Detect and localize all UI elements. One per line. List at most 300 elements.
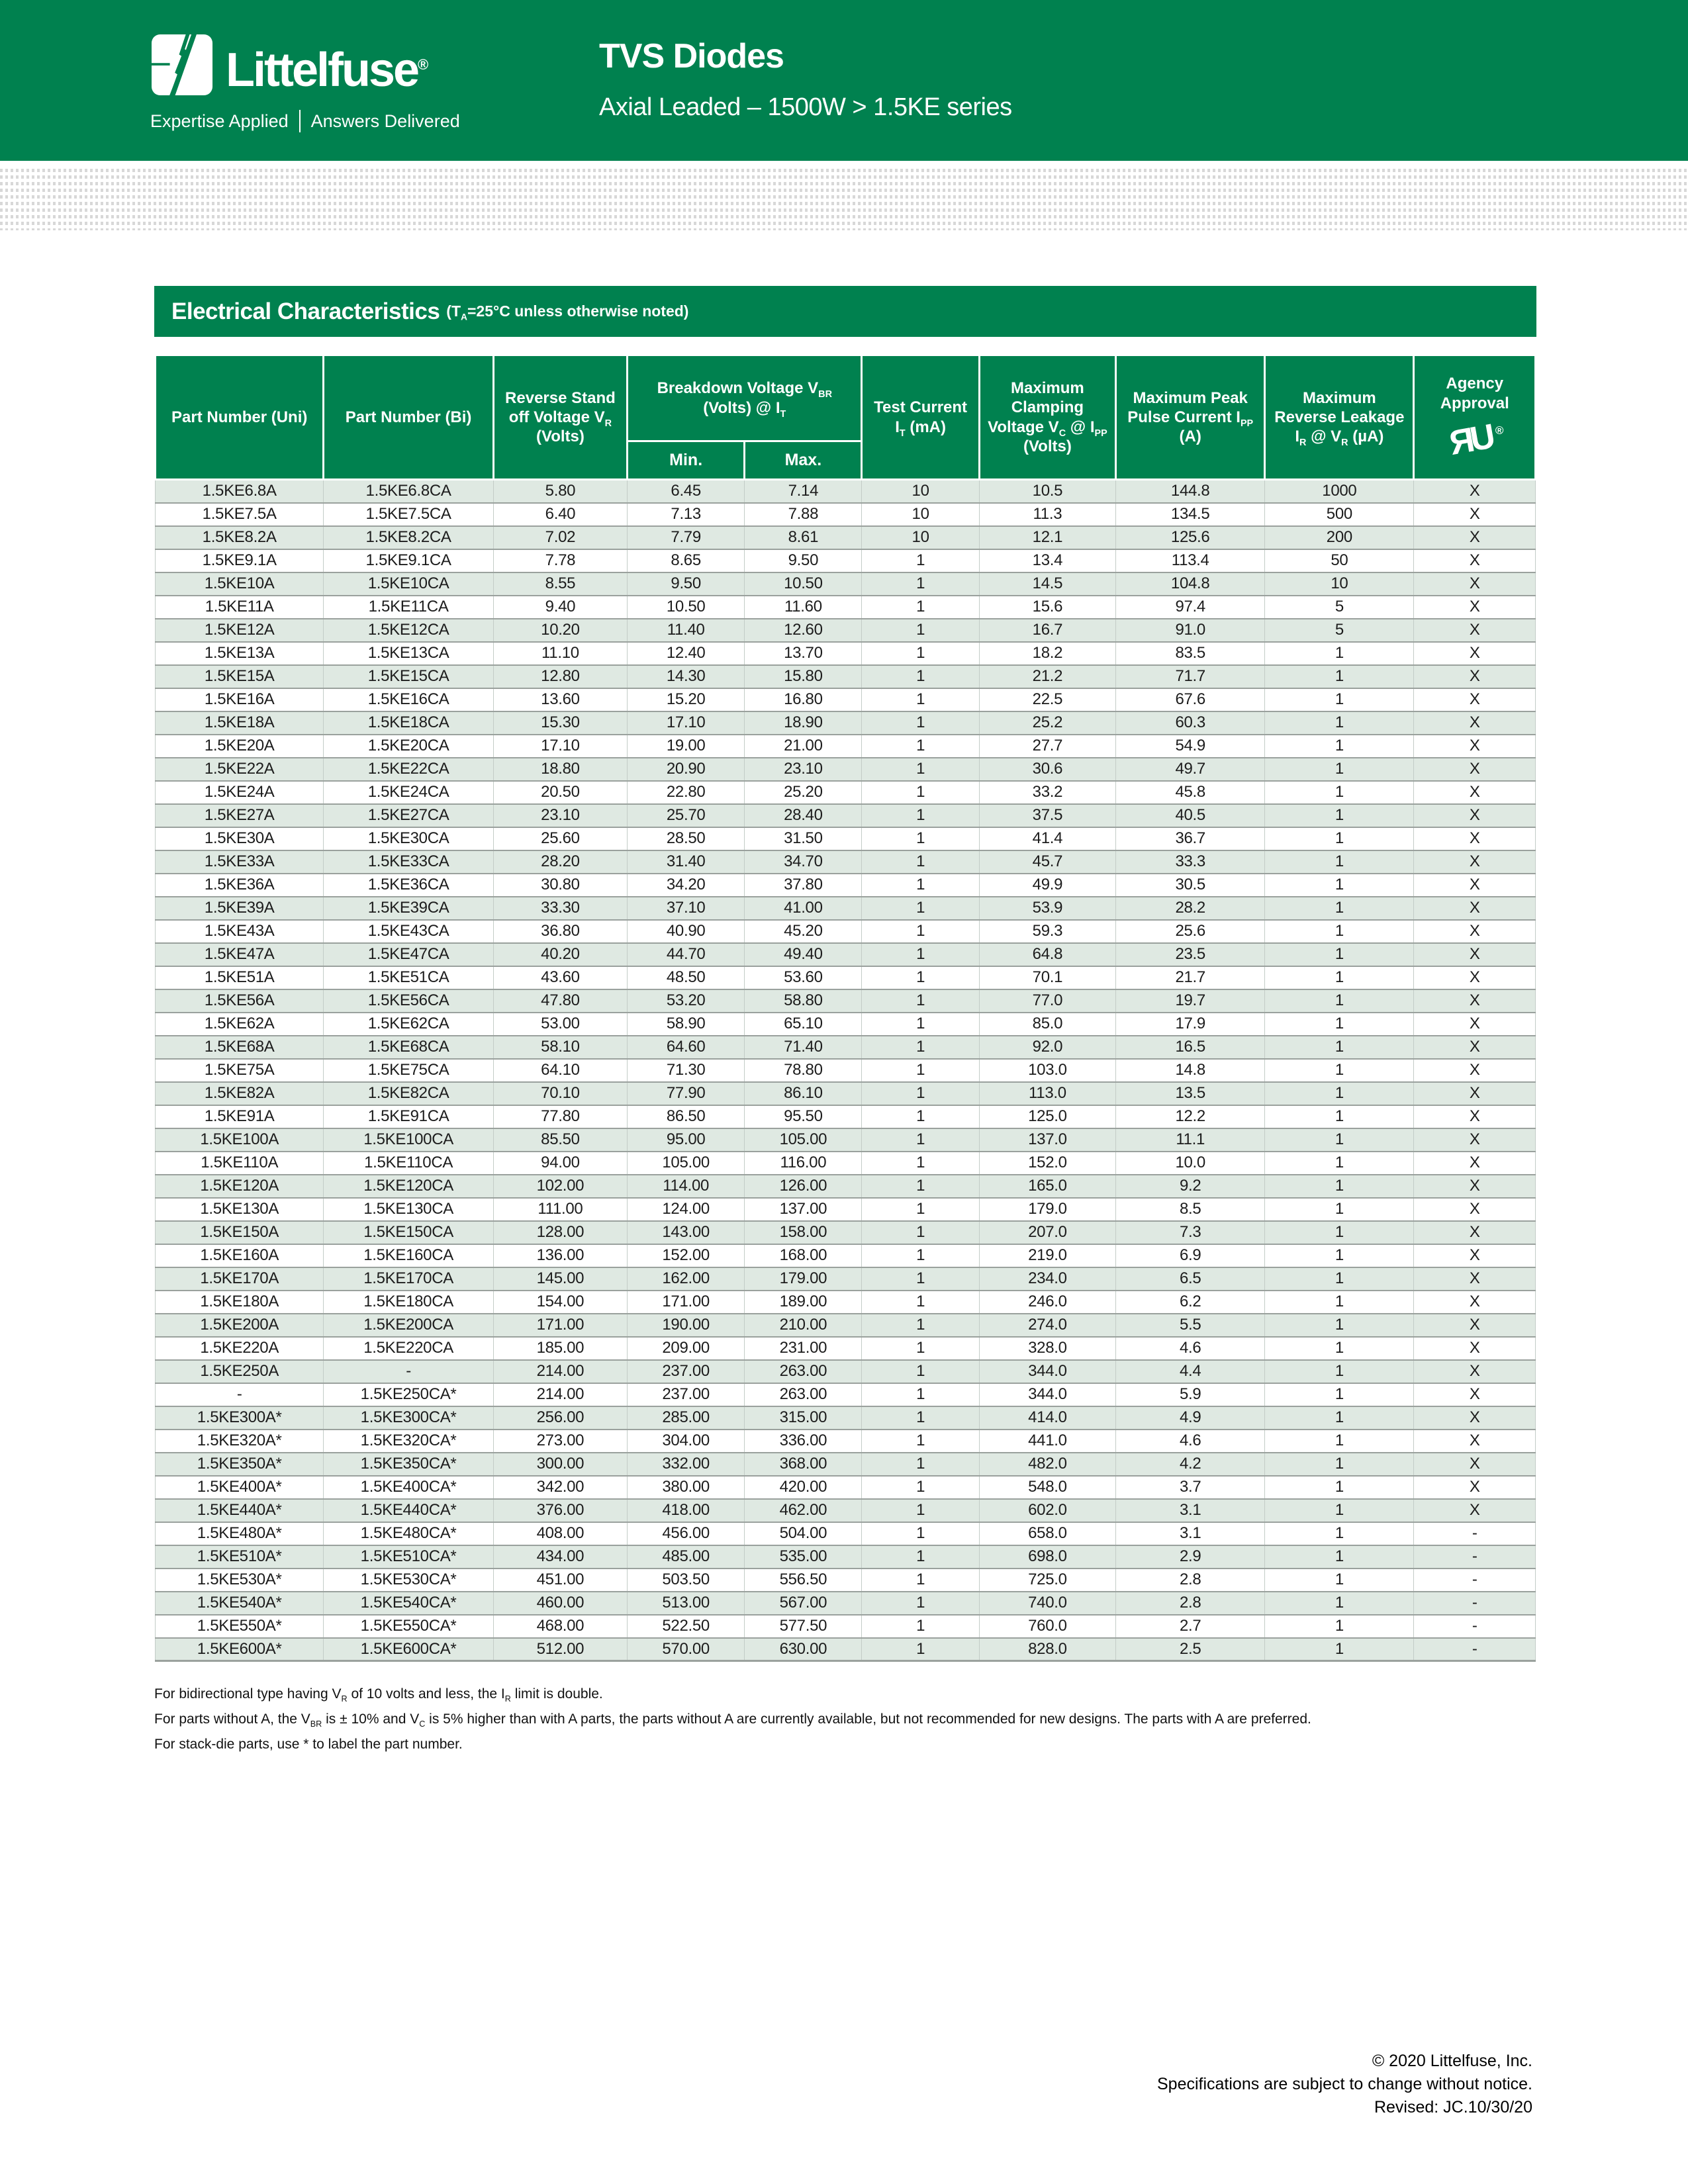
table-cell: 760.0 <box>979 1615 1115 1638</box>
table-cell: X <box>1414 711 1536 735</box>
table-cell: 1.5KE24A <box>156 781 324 804</box>
table-cell: 556.50 <box>745 1569 862 1592</box>
table-cell: 602.0 <box>979 1499 1115 1522</box>
table-cell: 1.5KE8.2CA <box>324 526 493 549</box>
table-row <box>156 1105 1536 1128</box>
table-cell: 256.00 <box>493 1406 627 1430</box>
table-cell: X <box>1414 1152 1536 1175</box>
table-cell: 185.00 <box>493 1337 627 1360</box>
table-cell: 1.5KE15A <box>156 665 324 688</box>
table-cell: 13.70 <box>745 642 862 665</box>
table-cell: 1 <box>862 1383 979 1406</box>
table-cell: 1.5KE91CA <box>324 1105 493 1128</box>
table-cell: 5 <box>1265 596 1414 619</box>
table-cell: 49.7 <box>1116 758 1265 781</box>
table-cell: 1.5KE13A <box>156 642 324 665</box>
table-row <box>156 920 1536 943</box>
table-cell: 1.5KE550CA* <box>324 1615 493 1638</box>
table-cell: 1 <box>1265 920 1414 943</box>
table-cell: 535.00 <box>745 1545 862 1569</box>
table-cell: 1 <box>1265 1244 1414 1267</box>
table-cell: 12.40 <box>628 642 745 665</box>
table-cell: 1.5KE150A <box>156 1221 324 1244</box>
table-cell: 1.5KE9.1CA <box>324 549 493 572</box>
table-cell: 2.8 <box>1116 1569 1265 1592</box>
section-title: Electrical Characteristics <box>171 298 440 324</box>
table-cell: 1.5KE250CA* <box>324 1383 493 1406</box>
table-cell: 1 <box>862 874 979 897</box>
table-cell: 12.1 <box>979 526 1115 549</box>
table-cell: 1 <box>862 1337 979 1360</box>
table-row <box>156 1430 1536 1453</box>
dotted-pattern-band <box>0 167 1688 230</box>
table-cell: 70.1 <box>979 966 1115 989</box>
table-cell: 31.50 <box>745 827 862 850</box>
table-cell: 725.0 <box>979 1569 1115 1592</box>
table-cell: 1.5KE440CA* <box>324 1499 493 1522</box>
table-cell: 21.7 <box>1116 966 1265 989</box>
table-cell: 1 <box>1265 1499 1414 1522</box>
footnote-3: For stack-die parts, use * to label the part number. <box>154 1737 463 1752</box>
table-cell: 7.13 <box>628 503 745 526</box>
table-cell: 78.80 <box>745 1059 862 1082</box>
table-cell: 1 <box>862 688 979 711</box>
table-cell: 336.00 <box>745 1430 862 1453</box>
table-cell: 1 <box>862 1267 979 1291</box>
table-cell: 179.0 <box>979 1198 1115 1221</box>
table-cell: 171.00 <box>628 1291 745 1314</box>
table-cell: 20.50 <box>493 781 627 804</box>
table-cell: 1.5KE22CA <box>324 758 493 781</box>
table-cell: 512.00 <box>493 1638 627 1661</box>
table-cell: 231.00 <box>745 1337 862 1360</box>
footer-copyright: © 2020 Littelfuse, Inc. <box>1372 2052 1532 2070</box>
table-cell: - <box>1414 1569 1536 1592</box>
table-cell: 1 <box>1265 1476 1414 1499</box>
table-cell: 137.0 <box>979 1128 1115 1152</box>
table-cell: 1.5KE170A <box>156 1267 324 1291</box>
table-cell: 342.00 <box>493 1476 627 1499</box>
table-cell: 1.5KE530CA* <box>324 1569 493 1592</box>
table-cell: X <box>1414 503 1536 526</box>
table-cell: 570.00 <box>628 1638 745 1661</box>
table-row <box>156 943 1536 966</box>
table-cell: 158.00 <box>745 1221 862 1244</box>
table-cell: 16.5 <box>1116 1036 1265 1059</box>
table-cell: 1 <box>1265 1406 1414 1430</box>
table-cell: 21.2 <box>979 665 1115 688</box>
section-header-bar <box>154 286 1536 337</box>
table-cell: 3.7 <box>1116 1476 1265 1499</box>
table-cell: 144.8 <box>1116 480 1265 503</box>
table-row <box>156 711 1536 735</box>
table-cell: X <box>1414 1244 1536 1267</box>
table-cell: 1.5KE100CA <box>324 1128 493 1152</box>
table-cell: 1.5KE51A <box>156 966 324 989</box>
table-cell: 36.7 <box>1116 827 1265 850</box>
table-cell: 59.3 <box>979 920 1115 943</box>
table-cell: 1.5KE170CA <box>324 1267 493 1291</box>
table-cell: 1.5KE15CA <box>324 665 493 688</box>
table-cell: 1.5KE75A <box>156 1059 324 1082</box>
table-cell: 1 <box>1265 966 1414 989</box>
table-cell: 2.7 <box>1116 1615 1265 1638</box>
table-cell: 165.0 <box>979 1175 1115 1198</box>
table-cell: 1.5KE600CA* <box>324 1638 493 1661</box>
table-cell: 145.00 <box>493 1267 627 1291</box>
table-cell: 1 <box>862 619 979 642</box>
table-cell: 1 <box>862 1592 979 1615</box>
table-cell: 1.5KE30CA <box>324 827 493 850</box>
table-cell: 45.20 <box>745 920 862 943</box>
table-cell: 20.90 <box>628 758 745 781</box>
table-cell: X <box>1414 1036 1536 1059</box>
table-cell: 1.5KE12CA <box>324 619 493 642</box>
table-cell: X <box>1414 596 1536 619</box>
table-cell: 451.00 <box>493 1569 627 1592</box>
table-cell: 1.5KE33A <box>156 850 324 874</box>
table-row <box>156 596 1536 619</box>
table-cell: 344.0 <box>979 1360 1115 1383</box>
table-cell: 1 <box>862 1476 979 1499</box>
table-cell: 16.80 <box>745 688 862 711</box>
table-cell: - <box>1414 1615 1536 1638</box>
table-cell: 64.8 <box>979 943 1115 966</box>
table-cell: 1 <box>862 850 979 874</box>
table-cell: 36.80 <box>493 920 627 943</box>
table-cell: 1 <box>1265 1430 1414 1453</box>
table-cell: 1.5KE400A* <box>156 1476 324 1499</box>
col-header-test-current: Test Current $I_T$ (mA) <box>862 355 979 480</box>
table-cell: 1 <box>862 943 979 966</box>
table-cell: 15.6 <box>979 596 1115 619</box>
table-cell: 1.5KE16CA <box>324 688 493 711</box>
table-cell: 4.9 <box>1116 1406 1265 1430</box>
table-cell: 1.5KE160A <box>156 1244 324 1267</box>
table-cell: 503.50 <box>628 1569 745 1592</box>
table-cell: 65.10 <box>745 1013 862 1036</box>
table-cell: 246.0 <box>979 1291 1115 1314</box>
table-cell: 168.00 <box>745 1244 862 1267</box>
table-cell: 3.1 <box>1116 1499 1265 1522</box>
table-cell: 1.5KE62A <box>156 1013 324 1036</box>
table-cell: 7.88 <box>745 503 862 526</box>
table-cell: 1.5KE43A <box>156 920 324 943</box>
table-cell: X <box>1414 572 1536 596</box>
table-row <box>156 1522 1536 1545</box>
table-cell: 8.61 <box>745 526 862 549</box>
table-cell: 4.2 <box>1116 1453 1265 1476</box>
table-row <box>156 642 1536 665</box>
table-cell: 1.5KE75CA <box>324 1059 493 1082</box>
table-cell: 1.5KE22A <box>156 758 324 781</box>
table-cell: 1 <box>862 1522 979 1545</box>
table-cell: 1 <box>862 1105 979 1128</box>
table-cell: 23.10 <box>493 804 627 827</box>
table-cell: 47.80 <box>493 989 627 1013</box>
table-cell: 1 <box>862 804 979 827</box>
table-cell: 70.10 <box>493 1082 627 1105</box>
table-cell: 48.50 <box>628 966 745 989</box>
footer-disclaimer: Specifications are subject to change without notice. <box>1156 2075 1532 2093</box>
table-cell: 468.00 <box>493 1615 627 1638</box>
tagline-divider-icon <box>299 110 301 132</box>
table-cell: 1.5KE24CA <box>324 781 493 804</box>
table-cell: X <box>1414 920 1536 943</box>
table-cell: 1.5KE130CA <box>324 1198 493 1221</box>
table-cell: 1 <box>862 1406 979 1430</box>
table-cell: 1 <box>1265 1592 1414 1615</box>
table-cell: 9.40 <box>493 596 627 619</box>
table-cell: 23.5 <box>1116 943 1265 966</box>
header-band <box>0 0 1688 161</box>
table-cell: 1.5KE33CA <box>324 850 493 874</box>
table-cell: 1.5KE16A <box>156 688 324 711</box>
table-cell: 190.00 <box>628 1314 745 1337</box>
table-cell: 124.00 <box>628 1198 745 1221</box>
table-cell: 207.0 <box>979 1221 1115 1244</box>
table-row <box>156 1337 1536 1360</box>
table-cell: 19.7 <box>1116 989 1265 1013</box>
table-cell: 1.5KE10CA <box>324 572 493 596</box>
table-row <box>156 735 1536 758</box>
table-cell: 40.5 <box>1116 804 1265 827</box>
table-cell: 18.2 <box>979 642 1115 665</box>
table-row <box>156 1592 1536 1615</box>
table-cell: 344.0 <box>979 1383 1115 1406</box>
table-cell: 1.5KE320A* <box>156 1430 324 1453</box>
table-cell: 53.9 <box>979 897 1115 920</box>
table-cell: 85.0 <box>979 1013 1115 1036</box>
table-cell: 77.80 <box>493 1105 627 1128</box>
table-cell: 30.6 <box>979 758 1115 781</box>
table-cell: 300.00 <box>493 1453 627 1476</box>
table-cell: X <box>1414 897 1536 920</box>
table-cell: X <box>1414 526 1536 549</box>
table-cell: X <box>1414 1221 1536 1244</box>
table-cell: 1.5KE600A* <box>156 1638 324 1661</box>
table-cell: 6.9 <box>1116 1244 1265 1267</box>
table-cell: 456.00 <box>628 1522 745 1545</box>
table-cell: 5 <box>1265 619 1414 642</box>
table-cell: 1.5KE18A <box>156 711 324 735</box>
table-row <box>156 1267 1536 1291</box>
table-cell: 460.00 <box>493 1592 627 1615</box>
table-cell: 45.7 <box>979 850 1115 874</box>
col-header-part-bi: Part Number (Bi) <box>324 355 493 480</box>
table-cell: 30.80 <box>493 874 627 897</box>
table-cell: 1 <box>862 1545 979 1569</box>
table-cell: 1 <box>862 827 979 850</box>
table-cell: 25.2 <box>979 711 1115 735</box>
table-cell: 1.5KE110CA <box>324 1152 493 1175</box>
table-cell: 1 <box>1265 642 1414 665</box>
table-cell: 513.00 <box>628 1592 745 1615</box>
table-cell: 49.9 <box>979 874 1115 897</box>
table-cell: 462.00 <box>745 1499 862 1522</box>
table-cell: 13.4 <box>979 549 1115 572</box>
table-cell: 37.80 <box>745 874 862 897</box>
table-cell: 209.00 <box>628 1337 745 1360</box>
table-cell: 103.0 <box>979 1059 1115 1082</box>
table-cell: X <box>1414 1430 1536 1453</box>
table-cell: 25.20 <box>745 781 862 804</box>
table-cell: 7.79 <box>628 526 745 549</box>
table-cell: X <box>1414 827 1536 850</box>
table-cell: 85.50 <box>493 1128 627 1152</box>
table-cell: 214.00 <box>493 1383 627 1406</box>
table-cell: 1.5KE30A <box>156 827 324 850</box>
brand-tagline <box>150 110 460 132</box>
table-cell: 1 <box>862 1615 979 1638</box>
table-row <box>156 1221 1536 1244</box>
table-cell: 274.0 <box>979 1314 1115 1337</box>
table-cell: 1 <box>862 1082 979 1105</box>
table-cell: 408.00 <box>493 1522 627 1545</box>
table-cell: 368.00 <box>745 1453 862 1476</box>
table-cell: 1.5KE150CA <box>324 1221 493 1244</box>
col-header-part-uni: Part Number (Uni) <box>156 355 324 480</box>
table-cell: 2.5 <box>1116 1638 1265 1661</box>
table-cell: 1 <box>1265 1569 1414 1592</box>
table-cell: 14.5 <box>979 572 1115 596</box>
table-row <box>156 1036 1536 1059</box>
table-cell: 83.5 <box>1116 642 1265 665</box>
table-cell: 102.00 <box>493 1175 627 1198</box>
table-row <box>156 572 1536 596</box>
table-cell: 1 <box>1265 804 1414 827</box>
table-cell: 1 <box>1265 1522 1414 1545</box>
table-cell: - <box>324 1360 493 1383</box>
document-title-block <box>599 36 1012 122</box>
table-cell: 698.0 <box>979 1545 1115 1569</box>
table-cell: 4.6 <box>1116 1430 1265 1453</box>
table-cell: 105.00 <box>745 1128 862 1152</box>
table-cell: - <box>156 1383 324 1406</box>
table-cell: 179.00 <box>745 1267 862 1291</box>
table-cell: 1.5KE110A <box>156 1152 324 1175</box>
table-cell: 1.5KE200A <box>156 1314 324 1337</box>
table-cell: 1.5KE11CA <box>324 596 493 619</box>
table-cell: 71.40 <box>745 1036 862 1059</box>
table-cell: X <box>1414 874 1536 897</box>
table-cell: 1 <box>1265 827 1414 850</box>
table-cell: 13.60 <box>493 688 627 711</box>
table-cell: 1 <box>1265 1198 1414 1221</box>
table-cell: X <box>1414 1476 1536 1499</box>
table-cell: 28.2 <box>1116 897 1265 920</box>
table-cell: 1.5KE6.8CA <box>324 480 493 503</box>
table-cell: 234.0 <box>979 1267 1115 1291</box>
table-row <box>156 1476 1536 1499</box>
table-cell: 1 <box>1265 1383 1414 1406</box>
table-cell: X <box>1414 781 1536 804</box>
table-cell: 500 <box>1265 503 1414 526</box>
table-cell: 1 <box>1265 1453 1414 1476</box>
table-cell: 441.0 <box>979 1430 1115 1453</box>
table-cell: 1.5KE220CA <box>324 1337 493 1360</box>
table-cell: 92.0 <box>979 1036 1115 1059</box>
table-cell: 1.5KE62CA <box>324 1013 493 1036</box>
table-cell: 53.60 <box>745 966 862 989</box>
table-cell: 1.5KE56A <box>156 989 324 1013</box>
table-cell: 25.70 <box>628 804 745 827</box>
table-row <box>156 1013 1536 1036</box>
table-cell: 1 <box>1265 1152 1414 1175</box>
table-cell: 77.90 <box>628 1082 745 1105</box>
table-cell: 8.65 <box>628 549 745 572</box>
table-cell: 41.00 <box>745 897 862 920</box>
table-cell: 1 <box>862 1430 979 1453</box>
table-cell: 5.5 <box>1116 1314 1265 1337</box>
table-cell: X <box>1414 1337 1536 1360</box>
ul-recognized-icon: ЯU® <box>1446 417 1504 463</box>
table-cell: 376.00 <box>493 1499 627 1522</box>
electrical-characteristics-table <box>154 354 1536 1662</box>
table-cell: 315.00 <box>745 1406 862 1430</box>
table-cell: X <box>1414 1360 1536 1383</box>
table-cell: 64.60 <box>628 1036 745 1059</box>
table-row <box>156 1291 1536 1314</box>
table-cell: 328.0 <box>979 1337 1115 1360</box>
table-cell: X <box>1414 1198 1536 1221</box>
table-row <box>156 1499 1536 1522</box>
table-row <box>156 480 1536 503</box>
table-cell: 10.5 <box>979 480 1115 503</box>
table-cell: 2.8 <box>1116 1592 1265 1615</box>
table-cell: 77.0 <box>979 989 1115 1013</box>
table-cell: 128.00 <box>493 1221 627 1244</box>
table-cell: 1.5KE7.5CA <box>324 503 493 526</box>
table-cell: X <box>1414 619 1536 642</box>
table-cell: 15.80 <box>745 665 862 688</box>
table-cell: 1 <box>1265 1337 1414 1360</box>
table-cell: 14.30 <box>628 665 745 688</box>
table-cell: 1.5KE27CA <box>324 804 493 827</box>
table-cell: 1 <box>862 1314 979 1337</box>
table-cell: 1 <box>1265 897 1414 920</box>
table-cell: 1 <box>862 1059 979 1082</box>
table-cell: X <box>1414 850 1536 874</box>
table-cell: 6.5 <box>1116 1267 1265 1291</box>
table-cell: 136.00 <box>493 1244 627 1267</box>
table-cell: 105.00 <box>628 1152 745 1175</box>
table-cell: - <box>1414 1545 1536 1569</box>
table-cell: 1 <box>1265 665 1414 688</box>
table-cell: X <box>1414 1082 1536 1105</box>
table-cell: 1.5KE82CA <box>324 1082 493 1105</box>
table-cell: 1 <box>862 1291 979 1314</box>
table-cell: 380.00 <box>628 1476 745 1499</box>
table-cell: 125.6 <box>1116 526 1265 549</box>
table-cell: 15.30 <box>493 711 627 735</box>
table-cell: 1 <box>1265 1221 1414 1244</box>
table-cell: 6.40 <box>493 503 627 526</box>
table-cell: 1 <box>862 735 979 758</box>
table-cell: 50 <box>1265 549 1414 572</box>
table-cell: 1.5KE120A <box>156 1175 324 1198</box>
table-cell: 11.40 <box>628 619 745 642</box>
table-cell: 37.5 <box>979 804 1115 827</box>
table-cell: 1.5KE68CA <box>324 1036 493 1059</box>
table-cell: 12.80 <box>493 665 627 688</box>
table-cell: 13.5 <box>1116 1082 1265 1105</box>
table-cell: 18.80 <box>493 758 627 781</box>
littelfuse-logo-icon <box>150 34 214 95</box>
table-cell: 162.00 <box>628 1267 745 1291</box>
table-row <box>156 1152 1536 1175</box>
table-cell: 143.00 <box>628 1221 745 1244</box>
